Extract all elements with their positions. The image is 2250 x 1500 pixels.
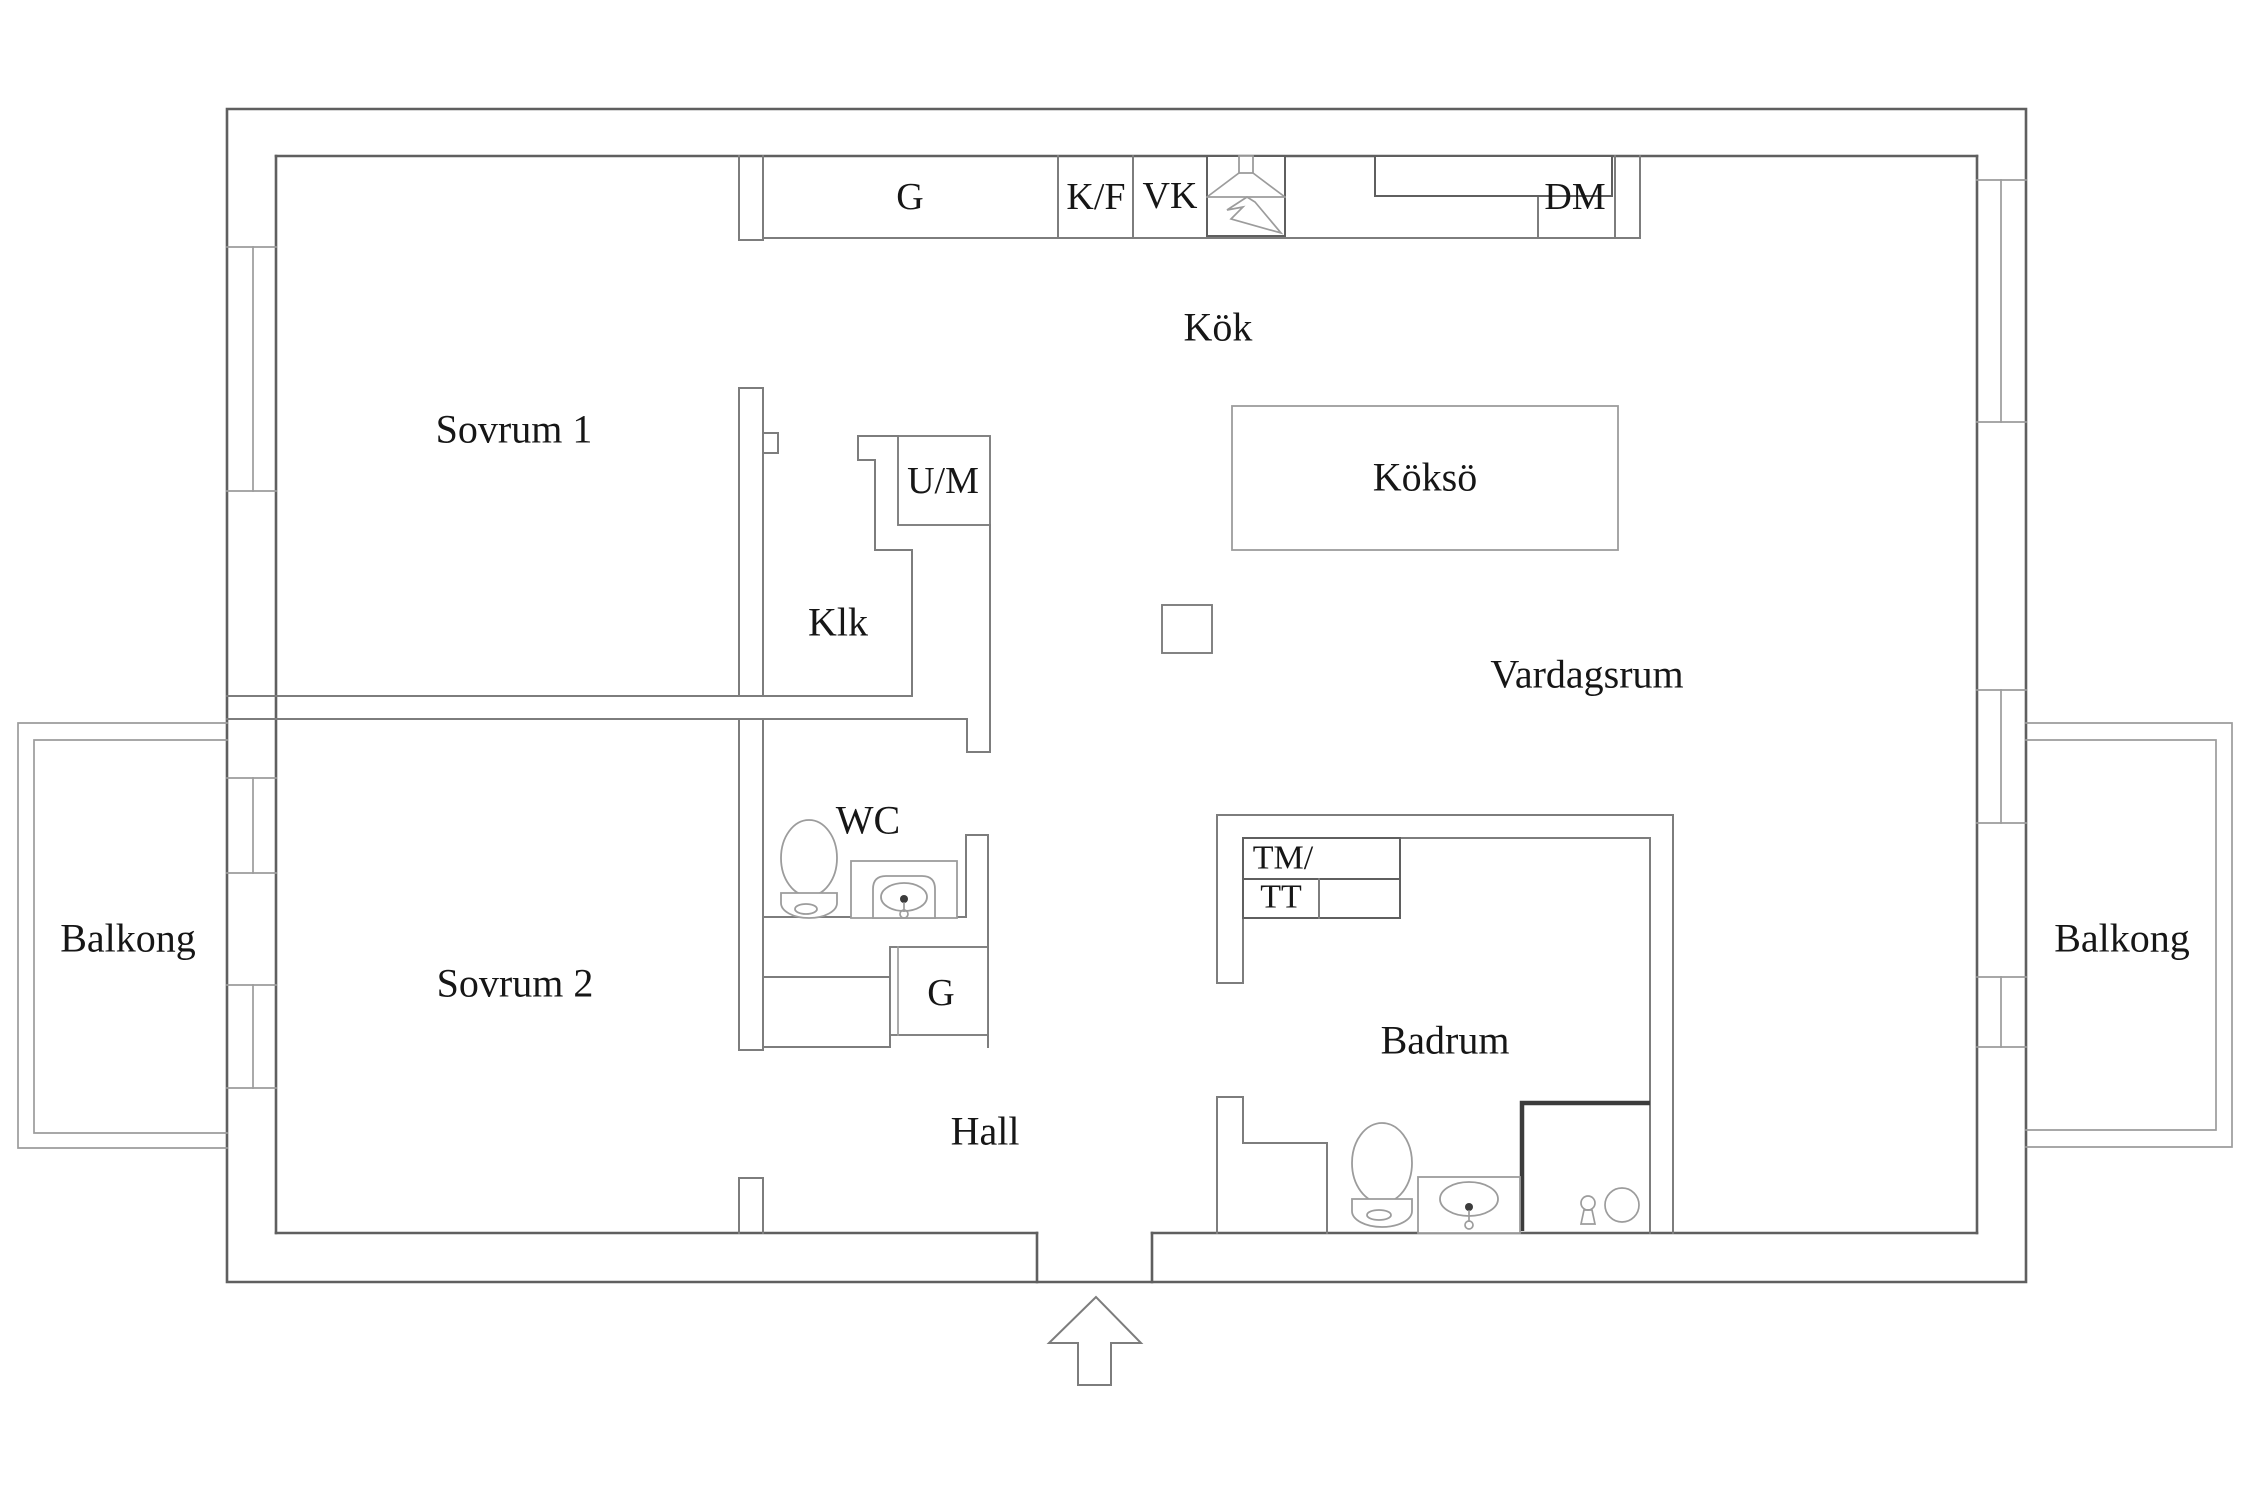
fixture-label-dryer: TT [1260,878,1302,916]
room-label-koksso: Köksö [1372,454,1478,500]
stove-hood-icon [1207,156,1285,236]
room-label-sovrum1: Sovrum 1 [435,406,593,452]
room-label-balkong-right: Balkong [2054,915,2190,961]
room-label-kok: Kök [1183,304,1253,350]
wc-toilet-icon [781,820,837,918]
room-label-vardagsrum: Vardagsrum [1490,651,1684,697]
room-label-wc: WC [835,797,901,843]
fixture-label-cabinet-kitchen: G [896,176,924,218]
windows-right-wall [1977,180,2026,1047]
fixture-label-washer: TM/ [1252,839,1314,877]
partition-walls [227,156,1673,1233]
fixture-label-vk: VK [1142,175,1198,217]
room-label-klk: Klk [808,599,868,645]
kitchen-counter [763,156,1640,238]
fixture-label-fridge-freezer: K/F [1066,176,1126,218]
entrance-arrow-icon [1049,1297,1141,1385]
bathroom-sink-icon [1418,1177,1520,1233]
fixture-label-dishwasher: DM [1544,176,1606,218]
bathroom-toilet-icon [1352,1123,1412,1227]
fixture-label-cabinet-hall: G [927,972,955,1014]
shower-icon [1522,1103,1650,1231]
fixture-label-um: U/M [907,460,979,502]
windows-left-wall [227,247,276,1088]
room-label-badrum: Badrum [1380,1017,1510,1063]
wc-sink-icon [851,861,957,918]
room-label-sovrum2: Sovrum 2 [436,960,594,1006]
pillar [1162,605,1212,653]
room-label-balkong-left: Balkong [60,915,196,961]
room-label-hall: Hall [950,1108,1020,1154]
